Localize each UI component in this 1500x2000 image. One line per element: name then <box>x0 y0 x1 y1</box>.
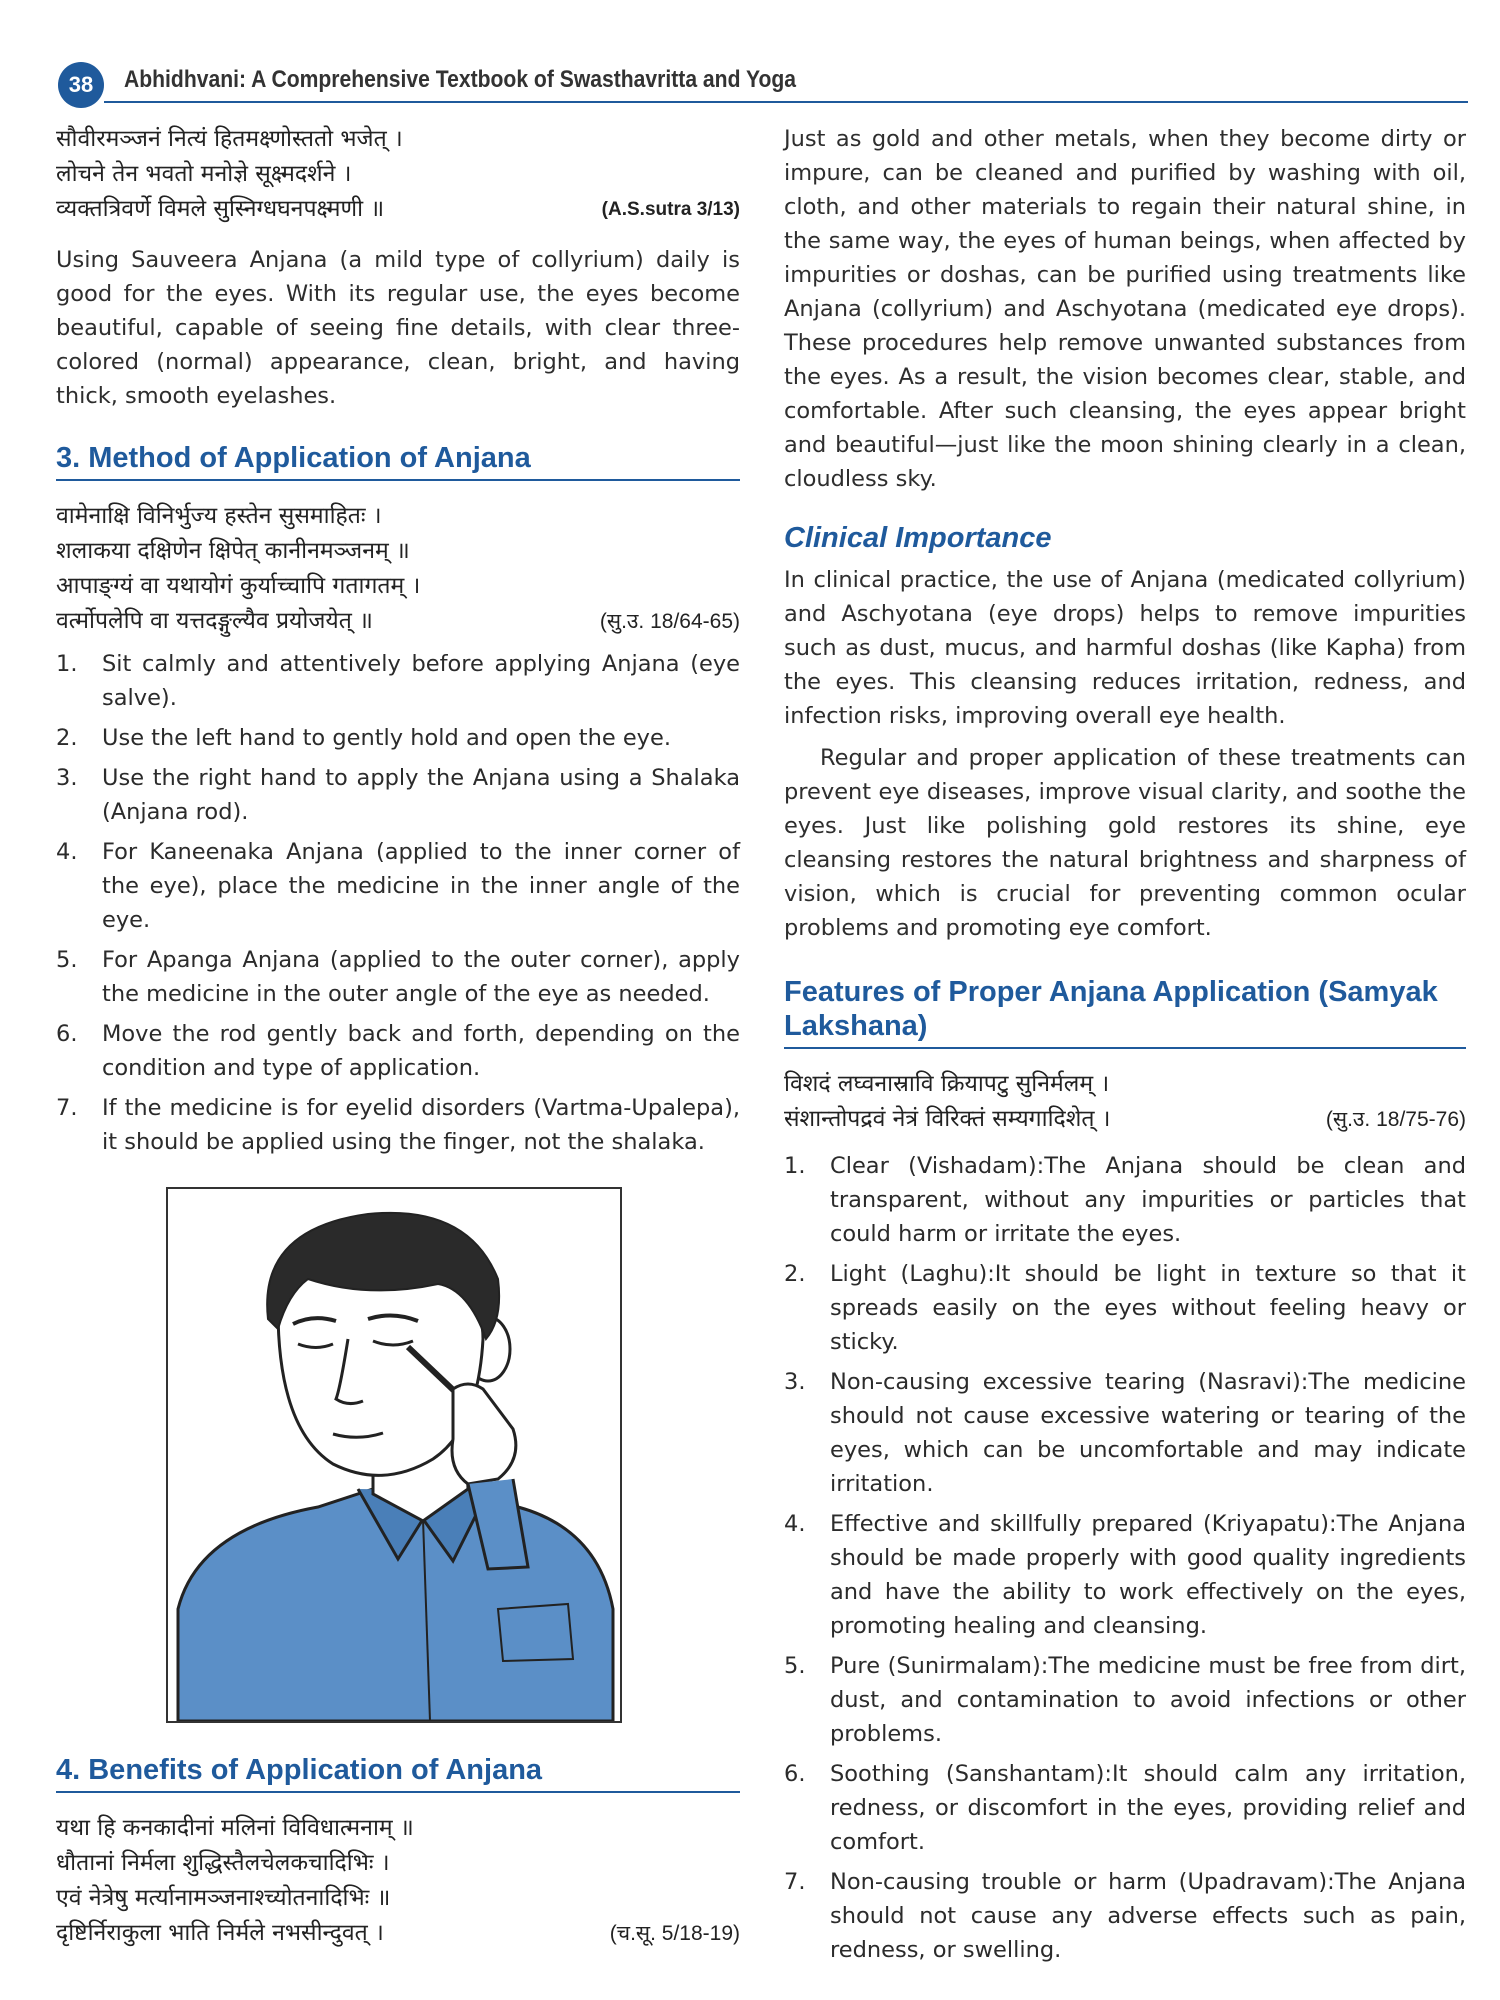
page-number: 38 <box>58 62 104 108</box>
verse-line: यथा हि कनकादीनां मलिनां विविधात्मनाम् ॥ <box>56 1815 414 1841</box>
method-list <box>56 647 740 1159</box>
verse-line: आपाङ्ग्यं वा यथायोगं कुर्याच्चापि गतागतम् । <box>56 573 421 599</box>
list-item <box>784 1507 1466 1643</box>
section-4-heading: 4. Benefits of Application of Anjana <box>56 1753 740 1793</box>
list-text: Effective and skillfully prepared (Kriyapatu):The Anjana should be made properly with good quality ingredients and have the ability to work effectively on the eyes, promoting healing and cleansing. <box>830 1511 1466 1639</box>
verse-reference: (च.सू. 5/18-19) <box>609 1922 740 1945</box>
list-text: Clear (Vishadam):The Anjana should be clean and transparent, without any impurities or particles that could harm or irritate the eyes. <box>830 1153 1466 1247</box>
verse-line: लोचने तेन भवतो मनोज्ञे सूक्ष्मदर्शने । <box>56 161 352 187</box>
list-number: 4. <box>784 1511 806 1537</box>
list-item <box>56 835 740 937</box>
sanskrit-verse-4 <box>784 1067 1466 1137</box>
list-text: Use the right hand to apply the Anjana using a Shalaka (Anjana rod). <box>102 765 740 825</box>
verse-reference: (सु.उ. 18/75-76) <box>1325 1108 1466 1131</box>
list-item <box>784 1149 1466 1251</box>
list-number: 7. <box>784 1869 806 1895</box>
verse-line: वामेनाक्षि विनिर्भुज्य हस्तेन सुसमाहितः । <box>56 503 382 529</box>
clinical-importance-heading: Clinical Importance <box>784 522 1052 554</box>
list-number: 3. <box>56 765 78 791</box>
paragraph-clinical-2: Regular and proper application of these treatments can prevent eye diseases, improve visual clarity, and soothe the eyes. Just like polishing gold restores its shine, eye cleansing restores the natural brightness and sharpness of vision, which is crucial for preventing common ocular problems and promoting eye comfort. <box>784 745 1466 941</box>
list-number: 5. <box>784 1653 806 1679</box>
list-item <box>784 1865 1466 1967</box>
list-number: 4. <box>56 839 78 865</box>
list-text: Use the left hand to gently hold and open the eye. <box>102 725 671 751</box>
list-number: 5. <box>56 947 78 973</box>
verse-reference: (सु.उ. 18/64-65) <box>599 610 740 633</box>
list-text: If the medicine is for eyelid disorders (Vartma-Upalepa), it should be applied using the finger, not the shalaka. <box>102 1095 740 1155</box>
sanskrit-verse-1 <box>56 122 740 227</box>
list-text: Soothing (Sanshantam):It should calm any irritation, redness, or discomfort in the eyes, providing relief and comfort. <box>830 1761 1466 1855</box>
verse-line: धौतानां निर्मला शुद्धिस्तैलचेलकचादिभिः । <box>56 1850 390 1876</box>
list-text: Non-causing trouble or harm (Upadravam):The Anjana should not cause any adverse effects such as pain, redness, or swelling. <box>830 1869 1466 1963</box>
list-item <box>56 761 740 829</box>
list-text: Non-causing excessive tearing (Nasravi):The medicine should not cause excessive watering or tearing of the eyes, which can be uncomfortable and may indicate irritation. <box>830 1369 1466 1497</box>
sanskrit-verse-2 <box>56 499 740 639</box>
verse-line: दृष्टिर्निराकुला भाति निर्मले नभसीन्दुवत् । <box>56 1920 384 1946</box>
verse-line: विशदं लघ्वनास्रावि क्रियापटु सुनिर्मलम् । <box>784 1071 1110 1097</box>
anjana-illustration <box>166 1187 622 1723</box>
list-text: Pure (Sunirmalam):The medicine must be free from dirt, dust, and contamination to avoid infections or other problems. <box>830 1653 1466 1747</box>
sanskrit-verse-3 <box>56 1811 740 1951</box>
features-list <box>784 1149 1466 1967</box>
left-column <box>56 122 740 1951</box>
header-rule <box>104 101 1468 103</box>
list-item <box>784 1365 1466 1501</box>
list-number: 2. <box>56 725 78 751</box>
verse-line: एवं नेत्रेषु मर्त्यानामञ्जनाश्च्योतनादिभिः ॥ <box>56 1885 391 1911</box>
list-item <box>56 1091 740 1159</box>
verse-line: वर्त्मोपलेपि वा यत्तदङ्गुल्यैव प्रयोजयेत् ॥ <box>56 608 373 634</box>
paragraph-gold-analogy: Just as gold and other metals, when they become dirty or impure, can be cleaned and purified by washing with oil, cloth, and other materials to regain their natural shine, in the same way, the eyes of human beings, when affected by impurities or doshas, can be purified using treatments like Anjana (collyrium) and Aschyotana (medicated eye drops). These procedures help remove unwanted substances from the eyes. As a result, the vision becomes clear, stable, and comfortable. After such cleansing, the eyes appear bright and beautiful—just like the moon shining clearly in a clean, cloudless sky. <box>784 126 1466 492</box>
section-3-heading: 3. Method of Application of Anjana <box>56 441 740 481</box>
list-number: 1. <box>784 1153 806 1179</box>
right-column <box>784 122 1466 1973</box>
list-number: 1. <box>56 651 78 677</box>
list-number: 3. <box>784 1369 806 1395</box>
list-item <box>56 943 740 1011</box>
list-item <box>56 1017 740 1085</box>
list-item <box>784 1757 1466 1859</box>
list-item <box>56 647 740 715</box>
verse-line: व्यक्तत्रिवर्णे विमले सुस्निग्धघनपक्ष्मणी ॥ <box>56 196 385 222</box>
paragraph-sauveera: Using Sauveera Anjana (a mild type of collyrium) daily is good for the eyes. With its regular use, the eyes become beautiful, capable of seeing fine details, with clear three-colored (normal) appearance, clean, bright, and having thick, smooth eyelashes. <box>56 247 740 409</box>
list-number: 7. <box>56 1095 78 1121</box>
list-text: For Kaneenaka Anjana (applied to the inner corner of the eye), place the medicine in the inner angle of the eye. <box>102 839 740 933</box>
list-text: Move the rod gently back and forth, depending on the condition and type of application. <box>102 1021 740 1081</box>
verse-reference: (A.S.sutra 3/13) <box>601 199 740 220</box>
paragraph-clinical-1: In clinical practice, the use of Anjana (medicated collyrium) and Aschyotana (eye drops) helps to remove impurities such as dust, mucus, and harmful doshas (like Kapha) from the eyes. This cleansing reduces irritation, redness, and infection risks, improving overall eye health. <box>784 567 1466 729</box>
list-item <box>784 1649 1466 1751</box>
verse-line: सौवीरमञ्जनं नित्यं हितमक्ष्णोस्ततो भजेत् । <box>56 126 403 152</box>
list-item <box>56 721 740 755</box>
list-text: Sit calmly and attentively before applying Anjana (eye salve). <box>102 651 740 711</box>
list-text: For Apanga Anjana (applied to the outer corner), apply the medicine in the outer angle of the eye as needed. <box>102 947 740 1007</box>
list-number: 6. <box>56 1021 78 1047</box>
man-applying-anjana-illustration <box>168 1189 620 1721</box>
features-heading: Features of Proper Anjana Application (Samyak Lakshana) <box>784 975 1466 1049</box>
list-number: 2. <box>784 1261 806 1287</box>
page-header <box>58 60 1468 106</box>
running-title: Abhidhvani: A Comprehensive Textbook of Swasthavritta and Yoga <box>124 66 797 93</box>
list-number: 6. <box>784 1761 806 1787</box>
verse-line: शलाकया दक्षिणेन क्षिपेत् कानीनमञ्जनम् ॥ <box>56 538 410 564</box>
list-text: Light (Laghu):It should be light in texture so that it spreads easily on the eyes without feeling heavy or sticky. <box>830 1261 1466 1355</box>
list-item <box>784 1257 1466 1359</box>
verse-line: संशान्तोपद्रवं नेत्रं विरिक्तं सम्यगादिशेत् । <box>784 1106 1111 1132</box>
